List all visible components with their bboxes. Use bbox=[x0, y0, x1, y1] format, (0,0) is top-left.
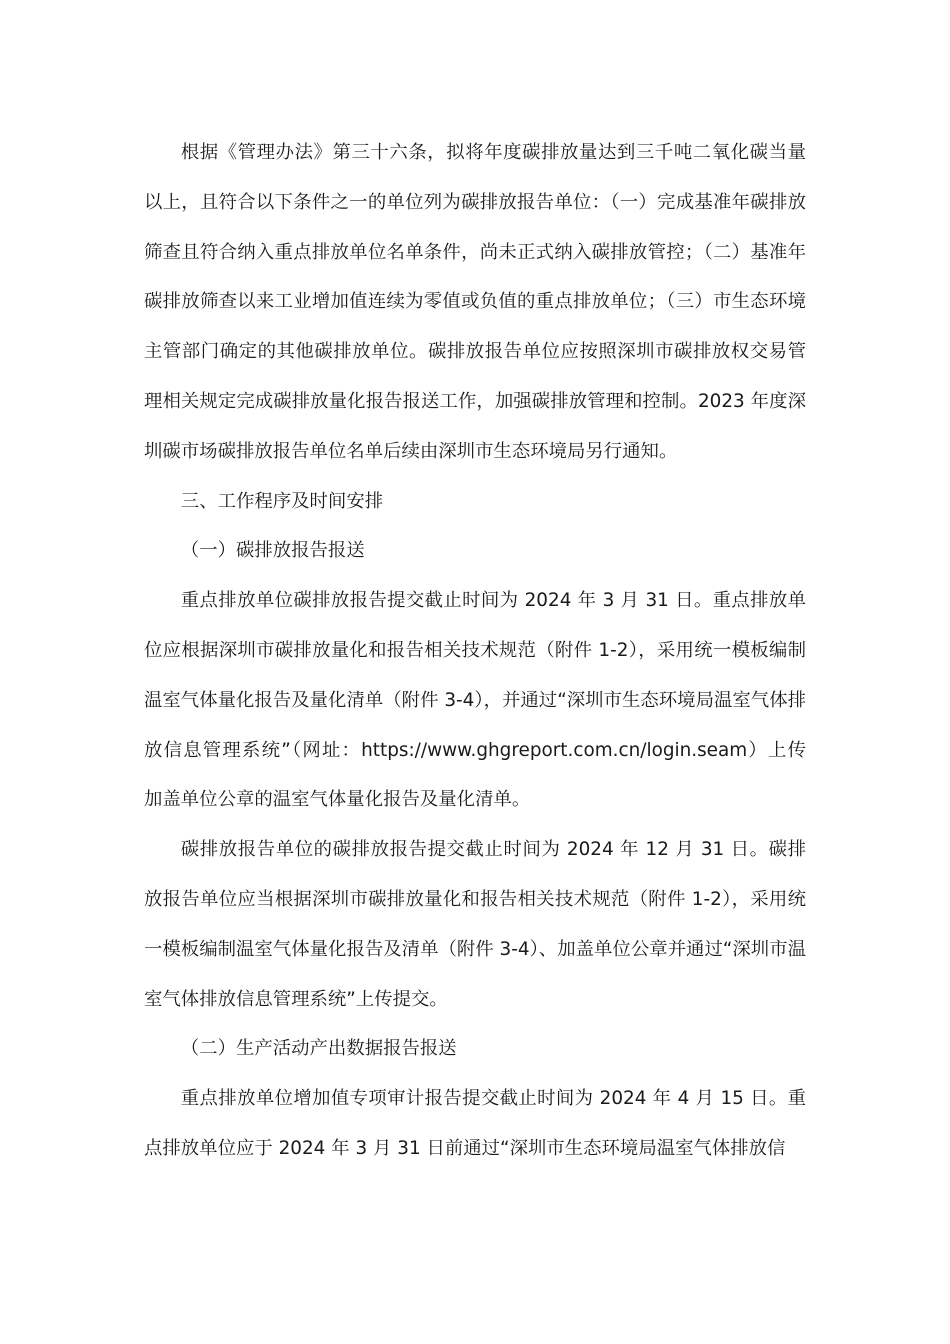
paragraph-reporting-units-deadline: 碳排放报告单位的碳排放报告提交截止时间为 2024 年 12 月 31 日。碳排放报告单位应当根据深圳市碳排放量化和报告相关技术规范（附件 1-2），采用统一模板编制温室气体量化报告及清单（附件 3-4）、加盖单位公章并通过“深圳市温室气体排放信息管理系统”上传提交。 bbox=[144, 839, 806, 1010]
paragraph-reporting-units: 根据《管理办法》第三十六条，拟将年度碳排放量达到三千吨二氧化碳当量以上，且符合以下条件之一的单位列为碳排放报告单位：（一）完成基准年碳排放筛查且符合纳入重点排放单位名单条件，尚未正式纳入碳排放管控；（二）基准年碳排放筛查以来工业增加值连续为零值或负值的重点排放单位；（三）市生态环境主管部门确定的其他碳排放单位。碳排放报告单位应按照深圳市碳排放权交易管理相关规定完成碳排放量化报告报送工作，加强碳排放管理和控制。2023 年度深圳碳市场碳排放报告单位名单后续由深圳市生态环境局另行通知。 bbox=[144, 142, 806, 462]
document-body bbox=[144, 128, 806, 1174]
paragraph-audit-report-deadline: 重点排放单位增加值专项审计报告提交截止时间为 2024 年 4 月 15 日。重点排放单位应于 2024 年 3 月 31 日前通过“深圳市生态环境局温室气体排放信 bbox=[144, 1088, 806, 1159]
subsection-heading-emission-report: （一）碳排放报告报送 bbox=[180, 540, 365, 562]
paragraph-key-units-deadline: 重点排放单位碳排放报告提交截止时间为 2024 年 3 月 31 日。重点排放单位应根据深圳市碳排放量化和报告相关技术规范（附件 1-2），采用统一模板编制温室气体量化报告及量化清单（附件 3-4），并通过“深圳市生态环境局温室气体排放信息管理系统”（网址：https://www.ghgreport.com.cn/login.seam）上传加盖单位公章的温室气体量化报告及量化清单。 bbox=[144, 590, 806, 811]
section-heading-procedure: 三、工作程序及时间安排 bbox=[180, 490, 384, 512]
subsection-heading-production-data: （二）生产活动产出数据报告报送 bbox=[180, 1038, 457, 1060]
